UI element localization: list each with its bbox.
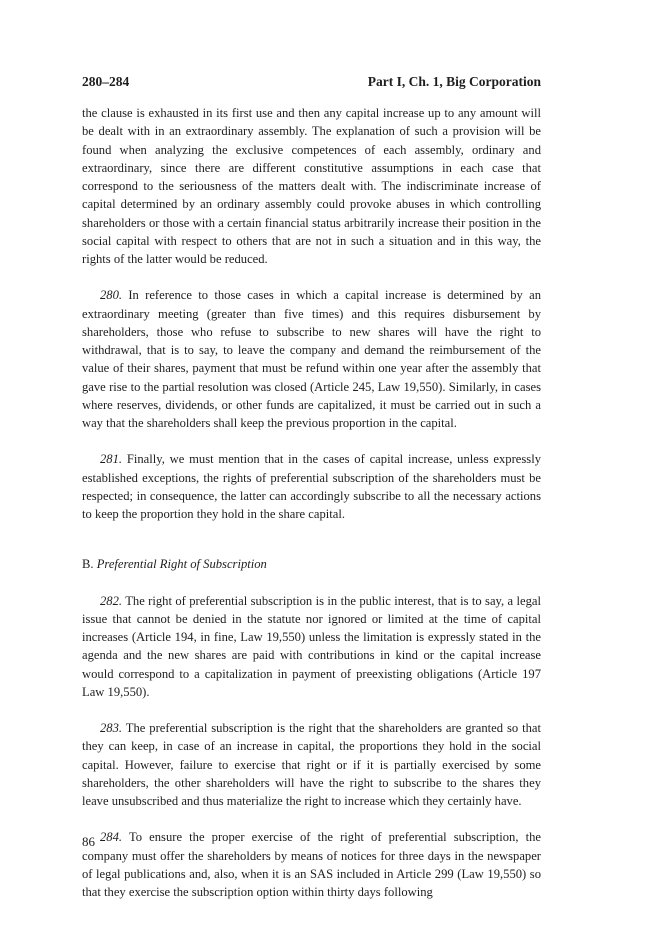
paragraph-283 [82, 719, 541, 810]
header-paragraph-range: 280–284 [82, 74, 130, 89]
section-heading [82, 555, 541, 573]
paragraph-number: 281. [100, 452, 123, 467]
paragraph-text: The preferential subscription is the right that the shareholders are granted so that they can keep, in case of an increase in capital, the proportions they hold in the social capital. However, failure to exercise that right or if it is partially exercised by some shareholders, the other shareholders will have the right to subscribe to the shares they leave unsubscribed and thus materialize the right to increase which they certainly have. [82, 721, 541, 808]
paragraph-number: 284. [100, 830, 123, 845]
paragraph-number: 280. [100, 288, 123, 303]
section-letter: B. [82, 557, 94, 572]
header-chapter-title: Part I, Ch. 1, Big Corporation [367, 74, 541, 89]
paragraph-number: 282. [100, 593, 123, 608]
paragraph-text: The right of preferential subscription is in the public interest, that is to say, a legal issue that cannot be denied in the statute nor ignored or limited at the time of capital increases (Article 194, in fine, Law 19,550) unless the limitation is expressly stated in the agenda and the new shares are paid with contributions in kind or the capital increase would correspond to a capitalization in payment of preexisting obligations (Article 197 Law 19,550). [82, 593, 542, 699]
paragraph-text: Finally, we must mention that in the cases of capital increase, unless expressly established exceptions, the rights of preferential subscription of the shareholders must be respected; in consequence, the latter can accordingly subscribe to all the necessary actions to keep the proportion they hold in the share capital. [82, 452, 541, 521]
paragraph-text: In reference to those cases in which a capital increase is determined by an extraordinary meeting (greater than five times) and this requires disbursement by shareholders, those who refuse to subscribe to new shares will have the right to withdrawal, that is to say, to leave the company and demand the reimbursement of the value of their shares, payment that must be refund within one year after the assembly that gave rise to the partial resolution was closed (Article 245, Law 19,550). Similarly, in cases where reserves, dividends, or other funds are capitalized, it must be carried out in such a way that the shareholders shall keep the previous proportion in the capital. [82, 288, 542, 430]
page-number: 86 [82, 834, 95, 849]
paragraph-282 [82, 592, 541, 702]
section-title: Preferential Right of Subscription [96, 557, 267, 572]
paragraph-number: 283. [100, 721, 123, 735]
continued-paragraph-text: the clause is exhausted in its first use and then any capital increase up to any amount will be dealt with in an extraordinary assembly. The explanation of such a provision will be found when analyzing the exclusive competences of each assembly, ordinary and extraordinary, since there are different constitutive assumptions in each case that correspond to the seriousness of the matters dealt with. The indiscriminate increase of capital determined by an ordinary assembly could provoke abuses in which controlling shareholders or those with a certain financial status arbitrarily increase their position in the social capital with respect to others that are not in such a situation and in this way, the rights of the latter would be reduced. [82, 106, 541, 266]
paragraph-280 [82, 286, 541, 432]
paragraph-284 [82, 828, 541, 901]
paragraph-281 [82, 450, 541, 523]
paragraph-text: To ensure the proper exercise of the right of preferential subscription, the company must offer the shareholders by means of notices for three days in the newspaper of legal publications and, also, when it is an SAS included in Article 299 (Law 19,550) so that they exercise the subscription option within thirty days following [82, 830, 541, 899]
running-header [82, 74, 541, 90]
continued-paragraph [82, 104, 541, 268]
body-text [82, 104, 541, 901]
